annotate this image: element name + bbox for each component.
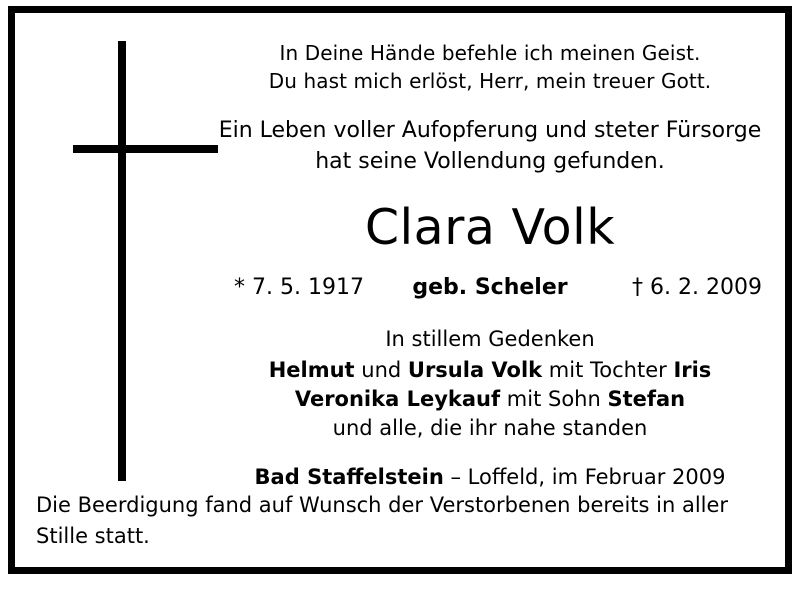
birth-date: * 7. 5. 1917 bbox=[234, 275, 364, 300]
intro-line-1: Ein Leben voller Aufopferung und steter Fürsorge bbox=[218, 118, 762, 143]
family-name-stefan: Stefan bbox=[607, 387, 686, 411]
memory-line: In stillem Gedenken bbox=[385, 327, 595, 351]
family-name-iris: Iris bbox=[673, 358, 712, 382]
dates-row bbox=[210, 273, 770, 303]
funeral-note-line-2: Stille statt. bbox=[36, 524, 150, 548]
funeral-note-line-1: Die Beerdigung fand auf Wunsch der Verstorbenen bereits in aller bbox=[36, 493, 729, 517]
place-detail: – Loffeld, im Februar 2009 bbox=[443, 465, 726, 489]
family-line-2 bbox=[210, 385, 770, 414]
deceased-name: Clara Volk bbox=[364, 199, 616, 256]
maiden-name: geb. Scheler bbox=[412, 275, 568, 300]
intro-block bbox=[210, 115, 770, 177]
obituary-frame bbox=[8, 6, 792, 574]
death-date: † 6. 2. 2009 bbox=[632, 275, 762, 300]
verse-block bbox=[210, 39, 770, 95]
funeral-note bbox=[36, 490, 766, 552]
cross-horizontal-bar bbox=[73, 145, 218, 153]
place-city: Bad Staffelstein bbox=[254, 465, 444, 489]
family-conj-1: und bbox=[354, 358, 408, 382]
obituary-inner bbox=[15, 13, 785, 567]
family-line-3: und alle, die ihr nahe standen bbox=[332, 416, 648, 440]
family-name-helmut: Helmut bbox=[268, 358, 355, 382]
intro-line-2: hat seine Vollendung gefunden. bbox=[315, 149, 665, 174]
place-line bbox=[210, 463, 770, 491]
verse-line-1: In Deine Hände befehle ich meinen Geist. bbox=[279, 41, 701, 65]
family-block bbox=[210, 356, 770, 443]
obituary-text-column bbox=[210, 39, 770, 491]
family-name-ursula-volk: Ursula Volk bbox=[407, 358, 543, 382]
family-line-1 bbox=[210, 356, 770, 385]
cross-icon bbox=[45, 41, 195, 481]
family-conj-3: mit Sohn bbox=[500, 387, 608, 411]
verse-line-2: Du hast mich erlöst, Herr, mein treuer Gott. bbox=[268, 69, 712, 93]
family-conj-2: mit Tochter bbox=[542, 358, 674, 382]
cross-vertical-bar bbox=[118, 41, 126, 481]
family-name-veronika-leykauf: Veronika Leykauf bbox=[294, 387, 501, 411]
